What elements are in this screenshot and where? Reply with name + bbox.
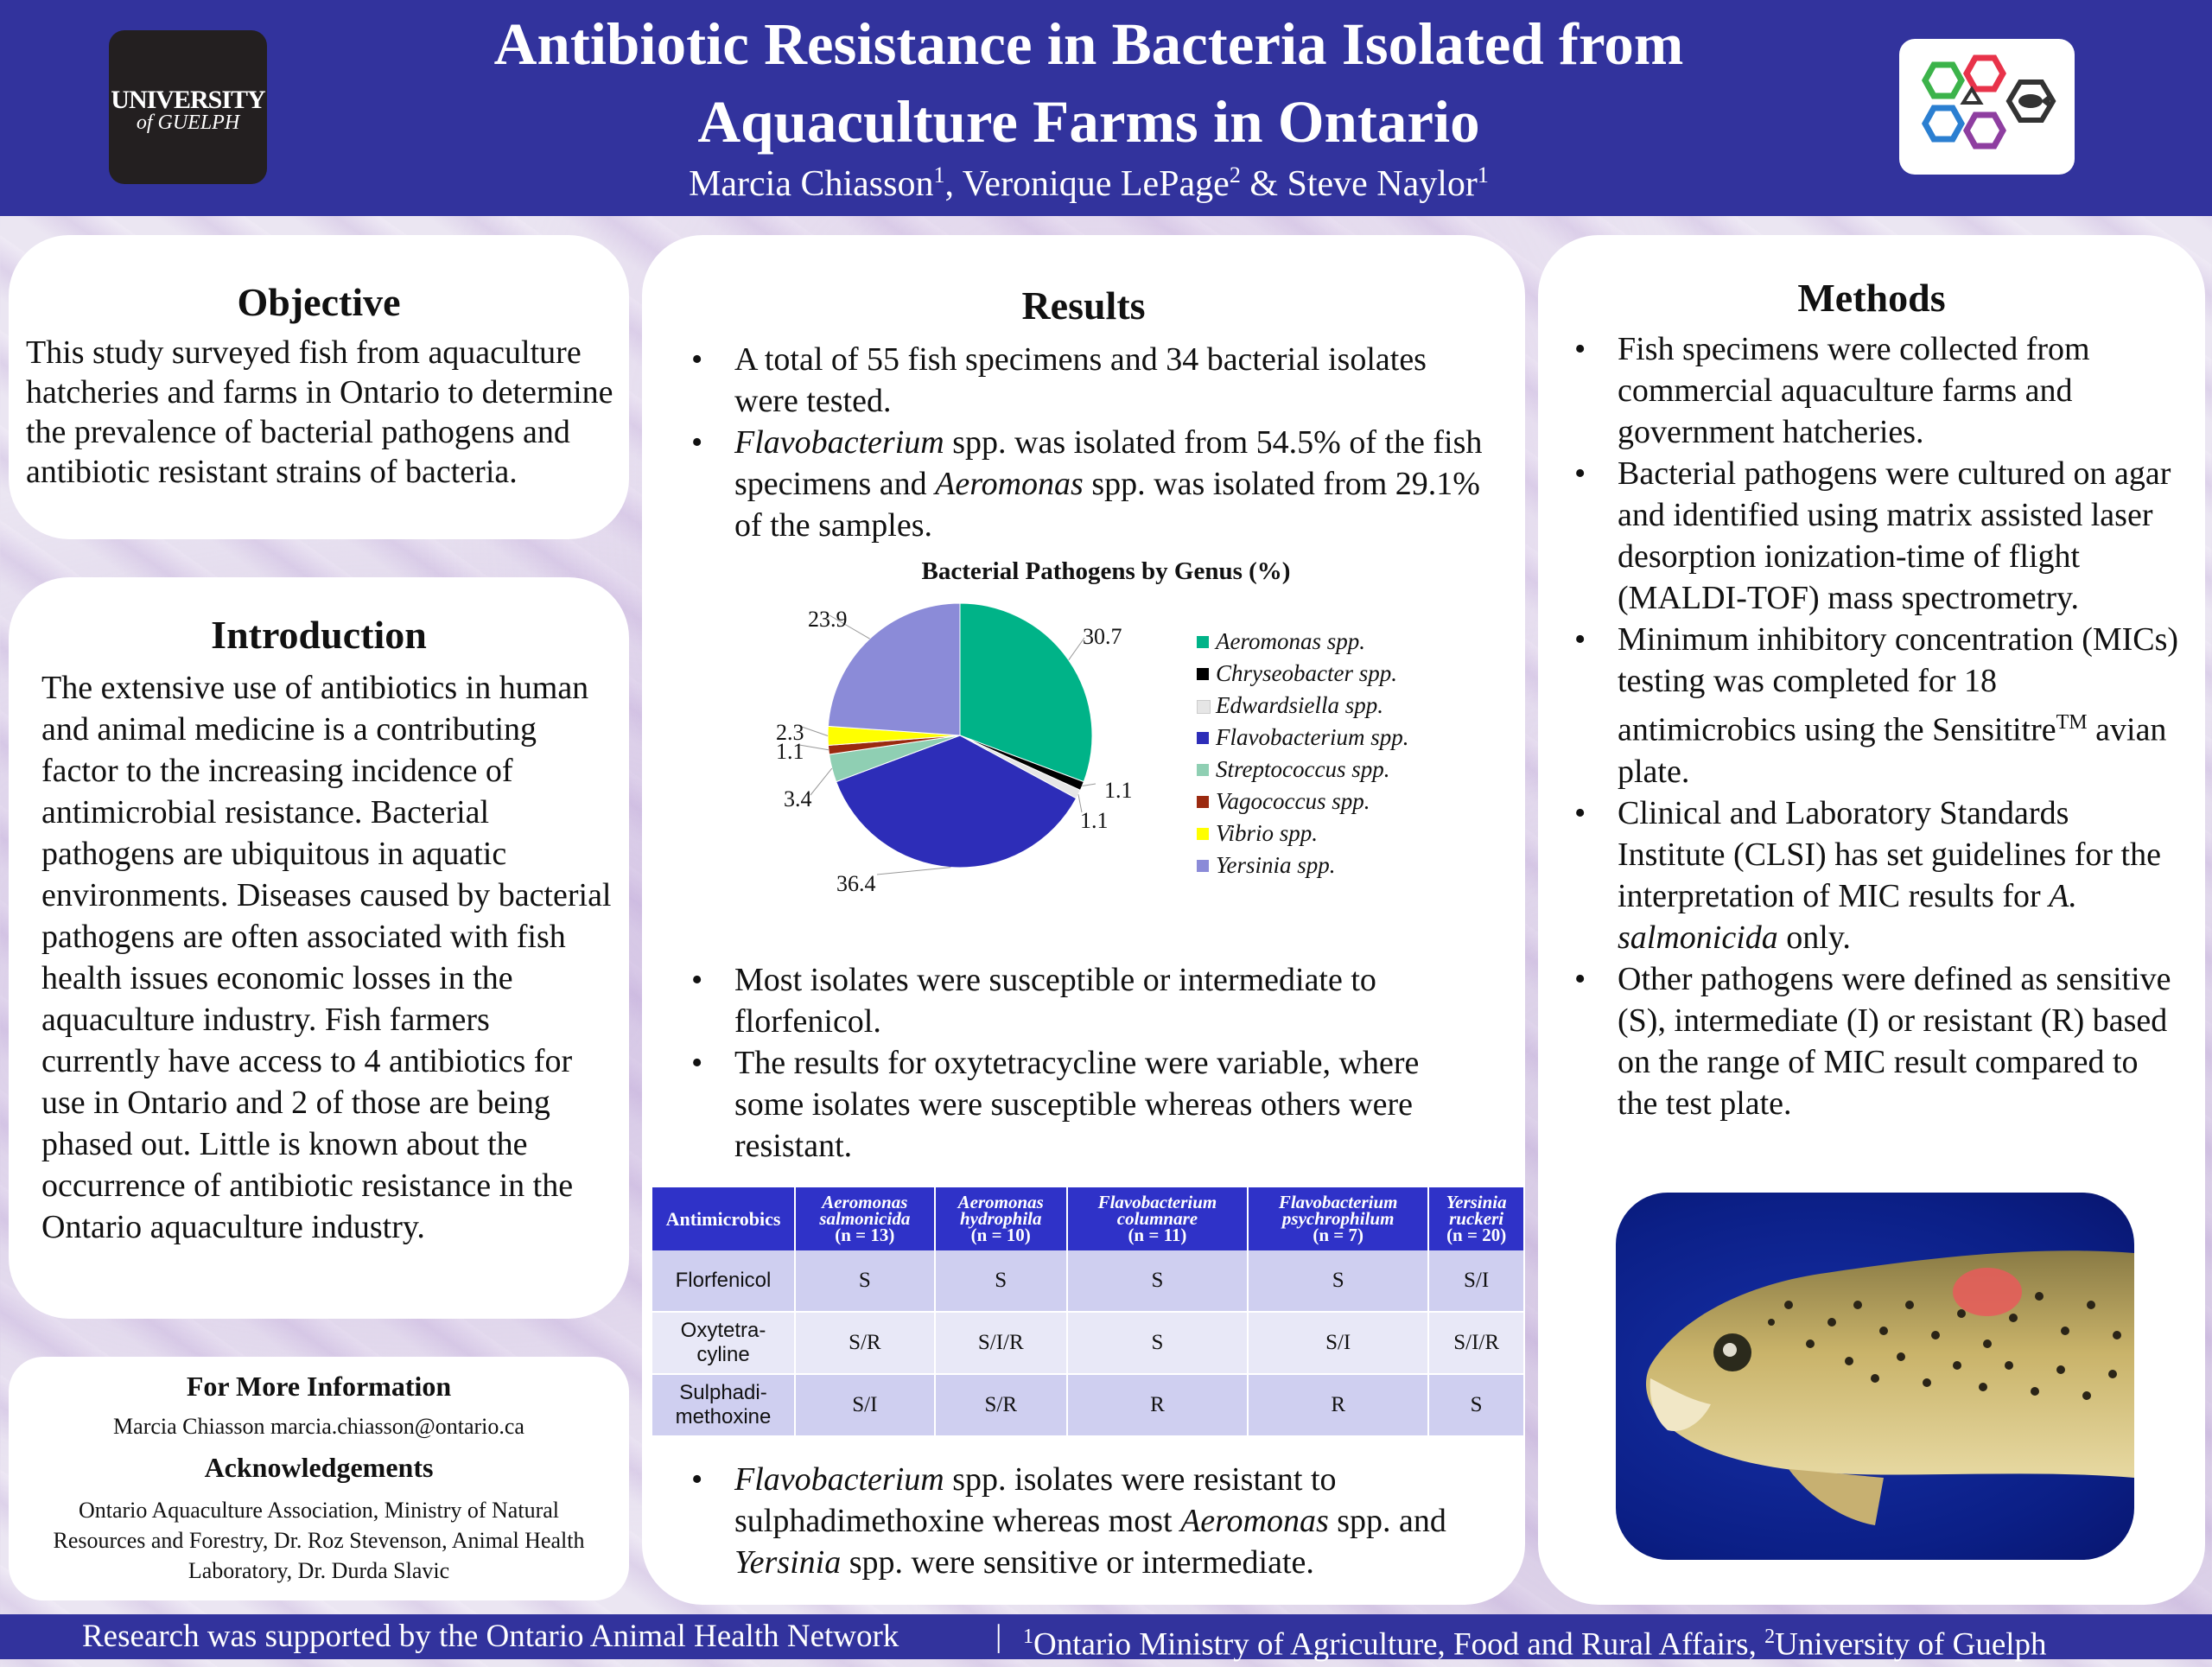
methods-list xyxy=(1574,328,2179,1124)
author-1-affil: 1 xyxy=(933,162,945,188)
legend-swatch xyxy=(1197,828,1209,840)
table-cell: R xyxy=(1248,1374,1428,1436)
author-3: & Steve Naylor xyxy=(1240,164,1478,204)
table-header-row xyxy=(652,1187,1524,1250)
legend-swatch xyxy=(1197,796,1209,808)
logo-text-line2: of GUELPH xyxy=(136,111,240,134)
legend-label: Vibrio spp. xyxy=(1216,820,1319,846)
legend-swatch xyxy=(1197,700,1211,714)
table-header-col-1: Aeromonas salmonicida (n = 13) xyxy=(795,1187,935,1250)
methods-bullet-5: • Other pathogens were defined as sensitive (S), intermediate (I) or resistant (R) based on the range of MIC result compared to the test plate. xyxy=(1574,958,2179,1124)
table-row xyxy=(652,1250,1524,1312)
table-header-col-5: Yersinia ruckeri (n = 20) xyxy=(1428,1187,1524,1250)
footer-banner xyxy=(0,1614,2212,1663)
pie-data-label: 1.1 xyxy=(776,739,804,764)
footer-affiliations: $^1$Ontario Ministry of Agriculture, Food and Rural Affairs, $^2$University of Guelph xyxy=(1023,1626,2047,1663)
pie-data-label: 3.4 xyxy=(784,786,812,811)
table-cell: S/R xyxy=(935,1374,1067,1436)
table-cell: S/I/R xyxy=(1428,1312,1524,1374)
legend-label: Chryseobacter spp. xyxy=(1216,660,1397,686)
results-bullet-4: • The results for oxytetracycline were variable, where some isolates were susceptible whereas others were resistant. xyxy=(691,1042,1491,1167)
table-cell: R xyxy=(1067,1374,1248,1436)
row-label: Florfenicol xyxy=(652,1250,795,1312)
table-row xyxy=(652,1312,1524,1374)
introduction-text: The extensive use of antibiotics in human and animal medicine is a contributing factor to the increasing incidence of antimicrobial resistance. Bacterial pathogens are ubiquitous in aquatic environments. Diseases caused by bacterial pathogens are often associated with fish health issues economic losses in the aquaculture industry. Fish farmers currently have access to 4 antibiotics for use in Ontario and 2 of those are being phased out. Little is known about the occurrence of antibiotic resistance in the Ontario aquaculture industry. xyxy=(41,670,612,1245)
pie-data-label: 23.9 xyxy=(808,607,848,632)
legend-label: Vagococcus spp. xyxy=(1216,788,1370,814)
table-cell: S/I xyxy=(1428,1250,1524,1312)
legend-swatch xyxy=(1197,860,1209,872)
pie-data-label: 2.3 xyxy=(776,720,804,745)
pie-data-label: 1.1 xyxy=(1104,778,1133,803)
legend-swatch xyxy=(1197,636,1209,648)
results-bullet-5: • Flavobacterium spp. isolates were resistant to sulphadimethoxine whereas most Aeromonas spp. and Yersinia spp. were sensitive or intermediate. xyxy=(691,1459,1491,1583)
pie-data-label: 1.1 xyxy=(1080,808,1109,833)
oahn-logo-icon xyxy=(1899,39,2075,175)
table-cell: S xyxy=(1067,1312,1248,1374)
pie-data-label: 30.7 xyxy=(1083,624,1122,649)
pie-leader-line xyxy=(1082,784,1096,786)
acknowledgements-text: Ontario Aquaculture Association, Ministry of Natural Resources and Forestry, Dr. Roz Stevenson, Animal Health Laboratory, Dr. Durda Slavic xyxy=(53,1498,585,1583)
legend-swatch xyxy=(1197,764,1209,776)
methods-heading: Methods xyxy=(1797,276,1946,320)
oahn-logo xyxy=(1899,39,2075,175)
footer-separator: | xyxy=(995,1619,1002,1654)
results-list-top xyxy=(691,339,1491,546)
objective-text: This study surveyed fish from aquaculture hatcheries and farms in Ontario to determine the prevalence of bacterial pathogens and antibiotic resistant strains of bacteria. xyxy=(26,334,613,490)
results-heading: Results xyxy=(1021,283,1146,328)
author-2: , Veronique LePage xyxy=(944,164,1230,204)
objective-heading: Objective xyxy=(237,280,401,324)
table-cell: S/I/R xyxy=(935,1312,1067,1374)
row-label: Sulphadi- methoxine xyxy=(652,1374,795,1436)
table-cell: S xyxy=(1428,1374,1524,1436)
pie-leader-line xyxy=(810,768,832,795)
table-cell: S xyxy=(795,1250,935,1312)
pie-leader-line xyxy=(877,868,950,875)
results-list-bottom xyxy=(691,1459,1491,1583)
authors xyxy=(311,162,1866,205)
mic-results-table xyxy=(652,1187,1525,1437)
row-label: Oxytetra- cyline xyxy=(652,1312,795,1374)
logo-text-line1: UNIVERSITY xyxy=(111,86,265,114)
pie-chart xyxy=(778,596,1642,907)
trout-illustration xyxy=(1616,1193,2134,1560)
legend-label: Flavobacterium spp. xyxy=(1216,724,1409,750)
author-2-affil: 2 xyxy=(1229,162,1241,188)
legend-label: Streptococcus spp. xyxy=(1216,756,1390,782)
methods-bullet-4: • Clinical and Laboratory Standards Institute (CLSI) has set guidelines for the interpretation of MIC results for A. salmonicida only. xyxy=(1574,792,2179,958)
pie-data-label: 36.4 xyxy=(836,871,876,896)
pie-chart-title: Bacterial Pathogens by Genus (%) xyxy=(921,557,1291,585)
introduction-heading: Introduction xyxy=(211,613,427,657)
pie-slice xyxy=(828,603,960,735)
footer-funding: Research was supported by the Ontario Animal Health Network xyxy=(82,1619,899,1654)
table-row xyxy=(652,1374,1524,1436)
brown-trout-photo xyxy=(1616,1193,2134,1560)
table-header-antimicrobics: Antimicrobics xyxy=(652,1187,795,1250)
table-header-col-3: Flavobacterium columnare (n = 11) xyxy=(1067,1187,1248,1250)
results-bullet-3: • Most isolates were susceptible or intermediate to florfenicol. xyxy=(691,959,1491,1042)
table-cell: S/I xyxy=(1248,1312,1428,1374)
results-list-middle xyxy=(691,959,1491,1167)
results-bullet-2: • Flavobacterium spp. was isolated from 54.5% of the fish specimens and Aeromonas spp. was isolated from 29.1% of the samples. xyxy=(691,422,1491,546)
title-line2: Aquaculture Farms in Ontario xyxy=(697,89,1480,155)
results-bullet-1: • A total of 55 fish specimens and 34 bacterial isolates were tested. xyxy=(691,339,1491,422)
methods-bullet-2: • Bacterial pathogens were cultured on agar and identified using matrix assisted laser desorption ionization-time of flight (MALDI-TOF) mass spectrometry. xyxy=(1574,453,2179,619)
info-heading: For More Information xyxy=(186,1371,452,1402)
table-cell: S xyxy=(1248,1250,1428,1312)
author-1: Marcia Chiasson xyxy=(689,164,934,204)
table-header-col-2: Aeromonas hydrophila (n = 10) xyxy=(935,1187,1067,1250)
title-line1: Antibiotic Resistance in Bacteria Isolated from xyxy=(493,11,1684,77)
legend-label: Aeromonas spp. xyxy=(1216,628,1365,654)
table-cell: S xyxy=(935,1250,1067,1312)
table-cell: S xyxy=(1067,1250,1248,1312)
contact-text: Marcia Chiasson marcia.chiasson@ontario.ca xyxy=(113,1414,524,1439)
table-header-col-4: Flavobacterium psychrophilum (n = 7) xyxy=(1248,1187,1428,1250)
methods-bullet-1: • Fish specimens were collected from commercial aquaculture farms and government hatcheries. xyxy=(1574,328,2179,453)
legend-swatch xyxy=(1197,668,1209,680)
poster-title xyxy=(311,5,1866,161)
legend-swatch xyxy=(1197,732,1209,744)
author-3-affil: 1 xyxy=(1477,162,1489,188)
legend-label: Yersinia spp. xyxy=(1216,852,1336,878)
methods-bullet-3: • Minimum inhibitory concentration (MICs) testing was completed for 18 antimicrobics using the Sensititre™ avian plate. xyxy=(1574,619,2179,792)
university-of-guelph-logo xyxy=(109,30,267,184)
table-cell: S/R xyxy=(795,1312,935,1374)
acknowledgements-heading: Acknowledgements xyxy=(204,1452,434,1483)
legend-label: Edwardsiella spp. xyxy=(1216,692,1384,718)
table-cell: S/I xyxy=(795,1374,935,1436)
